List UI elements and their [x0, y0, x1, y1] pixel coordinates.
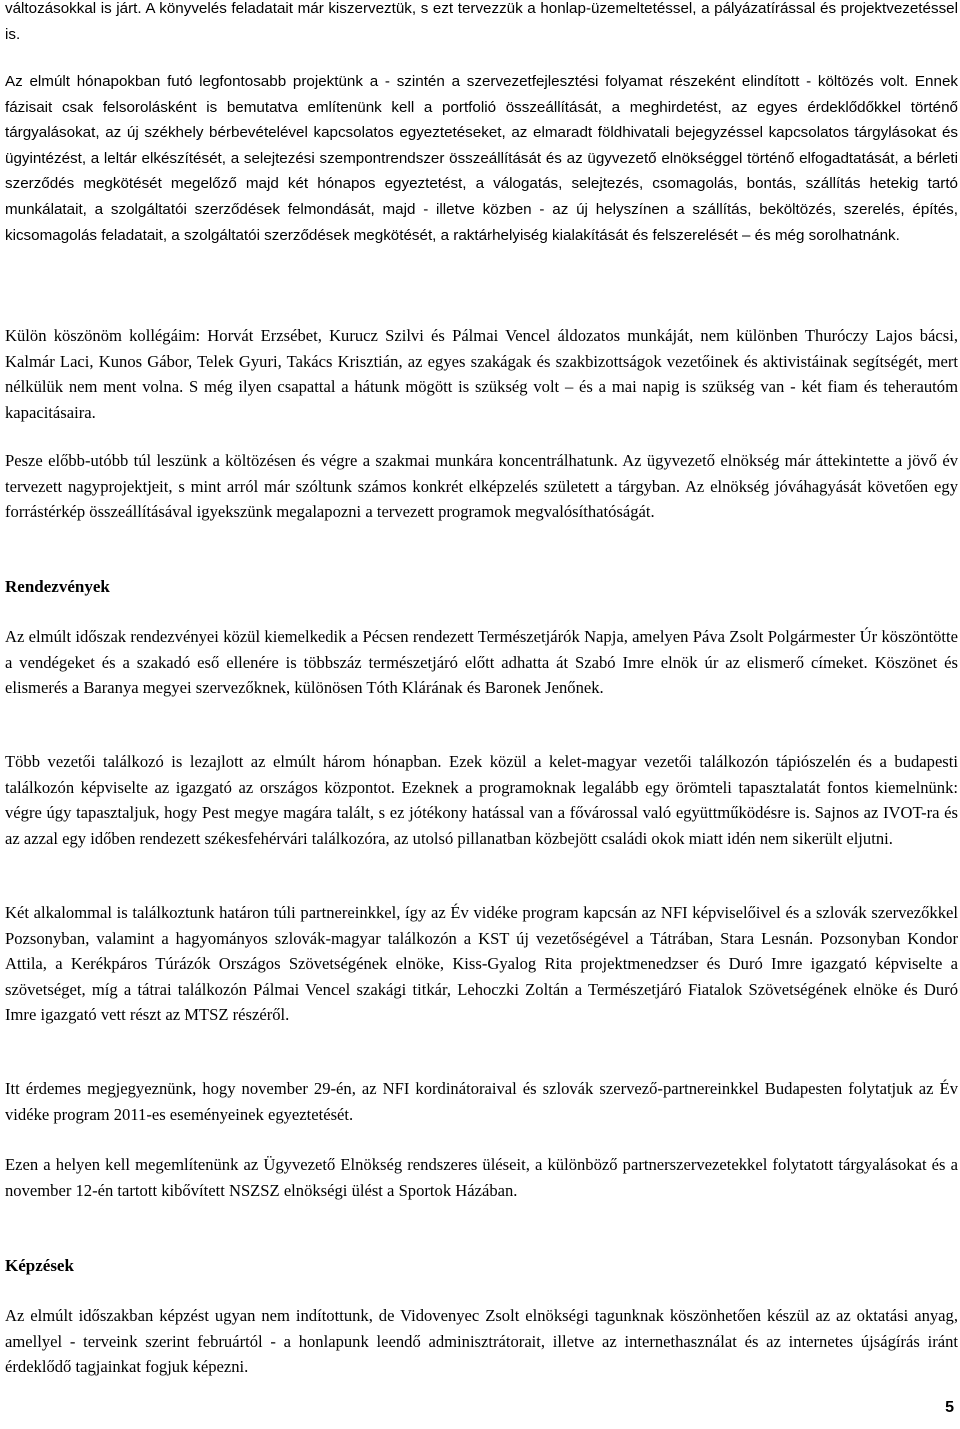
paragraph-thanks-colleagues: Külön köszönöm kollégáim: Horvát Erzsébet, Kurucz Szilvi és Pálmai Vencel áldozatos munkáját, nem különben Thuróczy Lajos bácsi, Kalmár Laci, Kunos Gábor, Telek Gyuri, Takács Krisztián, az egyes szakágak és szakbizottságok vezetőinek és aktivistáinak segítségét, mert nélkülük nem ment volna. S még ilyen csapattal a hátunk mögött is szükség volt – és a mai napig is szükség van - két fiam és teherautóm kapacitásaira. — [5, 326, 958, 422]
paragraph-training-material: Az elmúlt időszakban képzést ugyan nem indítottunk, de Vidovenyec Zsolt elnökségi tagunknak köszönhetően készül az az oktatási anyag, amellyel - terveink szerint februártól - a honlapunk leendő adminisztrátorait, illetve az internethasználat és az internetes újságírás iránt érdeklődő tagjainkat fogjuk képezni. — [5, 1306, 958, 1377]
paragraph-nfi-coordination: Itt érdemes megjegyeznünk, hogy november 29-én, az NFI kordinátoraival és szlovák szervező-partnereinkkel Budapesten folytatjuk az Év vidéke program 2011-es eseményeinek egyeztetését. — [5, 1079, 958, 1124]
paragraph-relocation-project: Az elmúlt hónapokban futó legfontosabb projektünk a - szintén a szervezetfejlesztési folyamat részeként elindított - költözés volt. Ennek fázisait csak felsorolásként is bemutatva említenünk kell a portfolió összeállítását, a meghirdetést, az egyes érdeklődőkkel történő tárgyalásokat, az új székhely bérbevételével kapcsolatos egyeztetéseket, az elmaradt földhivatali bejegyzéssel kapcsolatos tárgylásokat és ügyintézést, a leltár elkészítését, a selejtezési szempontrendszer összeállítását és az ügyvezető elnökséggel történő elfogadtatását, a bérleti szerződés megkötését megelőző majd két hónapos egyeztetést, a válogatás, selejtezés, csomagolás, bontás, szállítás hetekig tartó munkálatait, a szolgáltatói szerződések felmondását, majd - illetve közben - az új helyszínen a szállítás, beköltözés, szerelés, építés, kicsomagolás feladatait, a szolgáltatói szerződések megkötését, a raktárhelyiség kialakítását és felszerelését – és még sorolhatnánk. — [5, 73, 958, 244]
paragraph-leader-meetings: Több vezetői találkozó is lezajlott az elmúlt három hónapban. Ezek közül a kelet-magyar vezetői találkozón tápiószelén és a budapesti találkozón képviselte az igazgató az országos központot. Ezeknek a programoknak legalább egy örömteli tapasztalatát fontos kiemelnünk: végre úgy tapasztaljuk, hogy Pest megye magára talált, s ez jótékony hatással van a fővárossal való együttműködésre is. Sajnos az IVOT-ra és az azzal egy időben rendezett székesfehérvári találkozóra, az utolsó pillanatban közbejött családi okok miatt idén nem sikerült eljutni. — [5, 752, 958, 848]
page-number: 5 — [945, 1399, 954, 1416]
paragraph-nature-day: Az elmúlt időszak rendezvényei közül kiemelkedik a Pécsen rendezett Természetjárók Napja, amelyen Páva Zsolt Polgármester Úr köszöntötte a vendégeket és a szakadó eső ellenére is többszáz természetjáró előtt adhatta át Szabó Imre elnök úr az elismerő címeket. Köszönet és elismerés a Baranya megyei szervezőknek, különösen Tóth Klárának és Baronek Jenőnek. — [5, 627, 958, 698]
paragraph-outsourcing: változásokkal is járt. A könyvelés feladatait már kiszerveztük, s ezt tervezzük a honlap-üzemeltetéssel, a pályázatírással és projektvezetéssel is. — [5, 0, 958, 43]
paragraph-future-plans: Pesze előbb-utóbb túl leszünk a költözésen és végre a szakmai munkára koncentrálhatunk. Az ügyvezető elnökség már áttekintette a jövő év tervezett nagyprojektjeit, s mint arról már szóltunk számos konkrét elképzelés született a tárgyban. Az elnökség jóváhagyását követően egy forrástérkép összeállításával igyekszünk megalapozni a tervezett programok megvalósíthatóságát. — [5, 451, 958, 522]
paragraph-cross-border-partners: Két alkalommal is találkoztunk határon túli partnereinkkel, így az Év vidéke program kapcsán az NFI képviselőivel és a szlovák szervezőkkel Pozsonyban, valamint a hagyományos szlovák-magyar találkozón a KST új vezetőségével a Tátrában, Stara Lesnán. Pozsonyban Kondor Attila, a Kerékpáros Túrázók Országos Szövetségének elnöke, Kiss-Gyalog Rita projektmenedzser és Duró Imre igazgató képviselte a szövetséget, míg a tátrai találkozón Pálmai Vencel szakági titkár, Lehoczki Zoltán a Természetjáró Fiatalok Szövetségének elnöke és Duró Imre igazgató vett részt az MTSZ részéről. — [5, 903, 958, 1025]
heading-events: Rendezvények — [5, 577, 110, 596]
paragraph-board-meetings: Ezen a helyen kell megemlítenünk az Ügyvezető Elnökség rendszeres üléseit, a különböző partnerszervezetekkel folytatott tárgyalásokat és a november 12-én tartott kibővített NSZSZ elnökségi ülést a Sportok Házában. — [5, 1155, 958, 1200]
heading-trainings: Képzések — [5, 1256, 74, 1275]
